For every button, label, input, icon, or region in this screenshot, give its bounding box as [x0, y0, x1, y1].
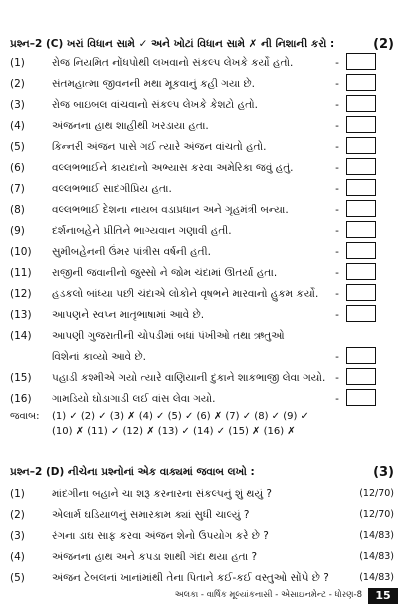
question-row — [10, 570, 394, 586]
footer-text: અલકા - વાર્ષિક મૂલ્યાંકનાસી - એસાઇનમેન્ટ - ધોરણ-8 — [174, 590, 362, 600]
statement-number: (1) — [10, 57, 25, 69]
section-d-title: પ્રશ્ન–2 (D) નીચેના પ્રશ્નોનાં એક વાક્યમાં જવાબ લખો : — [10, 466, 255, 478]
statement-text: વલ્લભભાઈ દેશના નાયબ વડાપ્રધાન અને ગૃહમંત્રી બન્યા. — [52, 204, 289, 216]
question-reference: (12/70) — [359, 488, 394, 499]
question-reference: (14/83) — [359, 551, 394, 562]
statement-dash: - — [335, 57, 339, 69]
statement-dash: - — [335, 183, 339, 195]
page-footer — [0, 586, 404, 606]
statement-text: સંતમહાત્મા જીવનની મથા મૂકવાનું કહી ગયા છે. — [52, 78, 255, 90]
statement-dash: - — [335, 393, 339, 405]
statement-text: દર્શનાબહેને પ્રીતિને ભાગ્યવાન ગણાવી હતી. — [52, 225, 232, 237]
statement-row — [10, 202, 394, 218]
question-row — [10, 549, 394, 565]
statement-row — [10, 391, 394, 407]
statement-row — [10, 97, 394, 113]
statement-row — [10, 139, 394, 155]
answer-box[interactable] — [346, 95, 376, 112]
statement-text: વલ્લભભાઈ સાદગીપ્રિય હતા. — [52, 183, 172, 195]
statement-dash: - — [335, 246, 339, 258]
statement-text: સુમીબહેનની ઉંમર પાંત્રીસ વર્ષની હતી. — [52, 246, 211, 258]
answer-box[interactable] — [346, 116, 376, 133]
statement-number: (8) — [10, 204, 25, 216]
answer-box[interactable] — [346, 263, 376, 280]
statement-text: કિન્નરી અંજન પાસે ગઈ ત્યારે અંજન વાંચતો હતો. — [52, 141, 267, 153]
question-reference: (14/83) — [359, 530, 394, 541]
statement-number: (7) — [10, 183, 25, 195]
question-number: (1) — [10, 488, 25, 500]
statement-dash: - — [335, 162, 339, 174]
statement-dash: - — [335, 225, 339, 237]
statement-text: રાજીની જવાનીનો જુસ્સો ને જોમ ચંદામાં ઊતર્યા હતા. — [52, 267, 278, 279]
statement-row — [10, 55, 394, 71]
statement-number: (5) — [10, 141, 25, 153]
statement-row — [10, 160, 394, 176]
answer-box[interactable] — [346, 74, 376, 91]
answer-box[interactable] — [346, 179, 376, 196]
section-d-marks: (3) — [373, 465, 394, 480]
statement-number: (14) — [10, 330, 32, 342]
statement-text: આપણને સ્વપ્ન માતૃભાષામાં આવે છે. — [52, 309, 205, 321]
answer-box[interactable] — [346, 137, 376, 154]
statement-number: (10) — [10, 246, 32, 258]
statement-number: (13) — [10, 309, 32, 321]
statement-dash: - — [335, 372, 339, 384]
statement-row — [10, 181, 394, 197]
question-number: (2) — [10, 509, 25, 521]
statement-row — [10, 370, 394, 386]
statement-text: આપણી ગુજરાતીની ચોપડીમાં બધાં પંખીઓ તથા ઋતુઓ — [52, 330, 285, 342]
answer-box[interactable] — [346, 347, 376, 364]
question-text: એલાર્મ ઘડિયાળનું સમારકામ ક્યાં સુધી ચાલ્યું ? — [52, 509, 250, 521]
answer-box[interactable] — [346, 53, 376, 70]
statement-dash: - — [335, 99, 339, 111]
question-text: માંદગીના બહાને ચા શરૂ કરનારના સંકલ્પનું શું થયું ? — [52, 488, 272, 500]
answer-box[interactable] — [346, 368, 376, 385]
statement-row — [10, 76, 394, 92]
question-number: (4) — [10, 551, 25, 563]
statement-dash: - — [335, 309, 339, 321]
statement-number: (3) — [10, 99, 25, 111]
answer-box[interactable] — [346, 389, 376, 406]
answer-box[interactable] — [346, 242, 376, 259]
answer-box[interactable] — [346, 200, 376, 217]
question-row — [10, 486, 394, 502]
statement-text: પહાડી કશ્મીએ ગયો ત્યારે વાણિયાની દુકાને શાકભાજી લેવા ગયો. — [52, 372, 326, 384]
statement-text: વલ્લભભાઈને કાયદાનો અભ્યાસ કરવા અમેરિકા જવું હતું. — [52, 162, 294, 174]
statement-number: (16) — [10, 393, 32, 405]
question-text: રંગના ડાઘ સાફ કરવા અંજન શેનો ઉપયોગ કરે છે ? — [52, 530, 269, 542]
section-c-heading — [10, 37, 394, 52]
statement-number: (6) — [10, 162, 25, 174]
statement-dash: - — [335, 120, 339, 132]
page-number: 15 — [368, 588, 398, 604]
statement-row — [10, 265, 394, 281]
answer-box[interactable] — [346, 284, 376, 301]
statement-row — [10, 244, 394, 260]
statement-row — [10, 307, 394, 323]
statement-dash: - — [335, 351, 339, 363]
statement-dash: - — [335, 78, 339, 90]
section-c-marks: (2) — [373, 37, 394, 52]
answer-box[interactable] — [346, 305, 376, 322]
statement-row — [10, 349, 394, 365]
statement-dash: - — [335, 267, 339, 279]
statement-number: (11) — [10, 267, 32, 279]
answer-key-label: જવાબ: — [10, 411, 40, 422]
statement-dash: - — [335, 204, 339, 216]
statement-text: અંજનના હાથ શાહીથી ખરડાયા હતા. — [52, 120, 209, 132]
statement-number: (4) — [10, 120, 25, 132]
question-text: અંજનના હાથ અને કપડા શાથી ગંદા થયા હતા ? — [52, 551, 258, 563]
answer-box[interactable] — [346, 221, 376, 238]
statement-text: હડકલો બાંધ્યા પછી ચંદાએ લોકોને વૃષભને મારવાનો હુકમ કર્યો. — [52, 288, 319, 300]
statement-dash: - — [335, 288, 339, 300]
statement-text: ગામડિયો ઘોડાગાડી લઈ વાંસ લેવા ગયો. — [52, 393, 216, 405]
section-c-title: પ્રશ્ન–2 (C) ખરાં વિધાન સામે ✓ અને ખોટાં વિધાન સામે ✗ ની નિશાની કરો : — [10, 38, 335, 50]
statement-number: (15) — [10, 372, 32, 384]
question-reference: (14/83) — [359, 572, 394, 583]
statement-number: (2) — [10, 78, 25, 90]
answer-key-line-1: (1) ✓ (2) ✓ (3) ✗ (4) ✓ (5) ✓ (6) ✗ (7) ✓ (8) ✓ (9) ✓ — [52, 411, 309, 422]
question-number: (5) — [10, 572, 25, 584]
statement-number: (12) — [10, 288, 32, 300]
statement-text: રોજ બાઇબલ વાંચવાનો સંકલ્પ લેખકે કેશટો હતો. — [52, 99, 259, 111]
question-row — [10, 507, 394, 523]
statement-row — [10, 118, 394, 134]
statement-text: રોજ નિયમિત નોંધપોથી લખવાનો સંકલ્પ લેખકે કર્યો હતો. — [52, 57, 294, 69]
question-text: અંજન ટેબલનાં ખાનાંમાંથી તેના પિતાને કઈ-કઈ વસ્તુઓ સોંપે છે ? — [52, 572, 329, 584]
statement-number: (9) — [10, 225, 25, 237]
answer-box[interactable] — [346, 158, 376, 175]
question-number: (3) — [10, 530, 25, 542]
statement-text: વિશેનાં કાવ્યો આવે છે. — [52, 351, 147, 363]
statement-row — [10, 223, 394, 239]
section-d-heading — [10, 465, 394, 480]
question-row — [10, 528, 394, 544]
statement-row — [10, 286, 394, 302]
answer-key-line-2: (10) ✗ (11) ✓ (12) ✗ (13) ✓ (14) ✓ (15) ✗ (16) ✗ — [52, 426, 296, 437]
statement-row — [10, 328, 394, 344]
statement-dash: - — [335, 141, 339, 153]
question-reference: (12/70) — [359, 509, 394, 520]
